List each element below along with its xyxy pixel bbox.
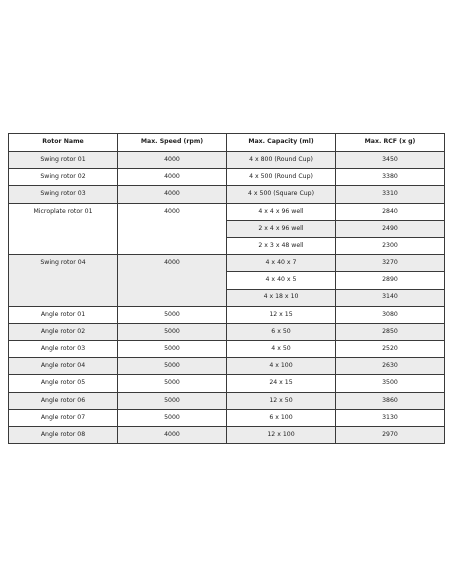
capacity-cell: 4 x 40 x 7 — [227, 255, 336, 272]
rcf-cell: 2520 — [336, 341, 445, 358]
rcf-cell: 3270 — [336, 255, 445, 272]
table-row — [9, 203, 445, 220]
table-row — [9, 186, 445, 203]
rotor-name-cell: Swing rotor 04 — [9, 255, 118, 307]
rcf-cell: 2840 — [336, 203, 445, 220]
table-row — [9, 341, 445, 358]
capacity-cell: 12 x 50 — [227, 392, 336, 409]
speed-cell: 5000 — [118, 409, 227, 426]
capacity-cell: 4 x 18 x 10 — [227, 289, 336, 306]
capacity-cell: 6 x 50 — [227, 323, 336, 340]
speed-cell: 5000 — [118, 392, 227, 409]
rcf-cell: 2970 — [336, 427, 445, 444]
speed-cell: 4000 — [118, 152, 227, 169]
rotor-name-cell: Microplate rotor 01 — [9, 203, 118, 255]
rotor-name-cell: Angle rotor 02 — [9, 323, 118, 340]
capacity-cell: 4 x 50 — [227, 341, 336, 358]
table-row — [9, 375, 445, 392]
capacity-cell: 12 x 15 — [227, 306, 336, 323]
table-row — [9, 409, 445, 426]
capacity-cell: 12 x 100 — [227, 427, 336, 444]
rcf-cell: 3380 — [336, 169, 445, 186]
rotor-spec-table — [8, 133, 445, 444]
rotor-name-cell: Swing rotor 01 — [9, 152, 118, 169]
rotor-name-cell: Swing rotor 02 — [9, 169, 118, 186]
rotor-name-cell: Angle rotor 03 — [9, 341, 118, 358]
rotor-name-cell: Angle rotor 06 — [9, 392, 118, 409]
capacity-cell: 4 x 100 — [227, 358, 336, 375]
table-row — [9, 323, 445, 340]
rotor-name-cell: Angle rotor 04 — [9, 358, 118, 375]
rcf-cell: 2490 — [336, 220, 445, 237]
capacity-cell: 24 x 15 — [227, 375, 336, 392]
rcf-cell: 3140 — [336, 289, 445, 306]
table-row — [9, 152, 445, 169]
rcf-cell: 3310 — [336, 186, 445, 203]
capacity-cell: 4 x 500 (Round Cup) — [227, 169, 336, 186]
capacity-cell: 2 x 3 x 48 well — [227, 237, 336, 254]
speed-cell: 5000 — [118, 358, 227, 375]
speed-cell: 5000 — [118, 341, 227, 358]
rcf-cell: 3860 — [336, 392, 445, 409]
speed-cell: 4000 — [118, 186, 227, 203]
rotor-name-cell: Angle rotor 08 — [9, 427, 118, 444]
rotor-name-cell: Angle rotor 05 — [9, 375, 118, 392]
table-header-row — [9, 134, 445, 152]
table-row — [9, 169, 445, 186]
table-row — [9, 255, 445, 272]
table-row — [9, 427, 445, 444]
capacity-cell: 4 x 500 (Square Cup) — [227, 186, 336, 203]
speed-cell: 4000 — [118, 255, 227, 307]
speed-cell: 4000 — [118, 203, 227, 255]
rcf-cell: 2850 — [336, 323, 445, 340]
capacity-cell: 6 x 100 — [227, 409, 336, 426]
speed-cell: 5000 — [118, 375, 227, 392]
header-max-rcf: Max. RCF (x g) — [336, 134, 445, 152]
rcf-cell: 2630 — [336, 358, 445, 375]
capacity-cell: 4 x 4 x 96 well — [227, 203, 336, 220]
rcf-cell: 3500 — [336, 375, 445, 392]
header-rotor-name: Rotor Name — [9, 134, 118, 152]
rotor-name-cell: Angle rotor 07 — [9, 409, 118, 426]
speed-cell: 5000 — [118, 306, 227, 323]
rcf-cell: 2300 — [336, 237, 445, 254]
capacity-cell: 2 x 4 x 96 well — [227, 220, 336, 237]
speed-cell: 4000 — [118, 169, 227, 186]
rcf-cell: 3450 — [336, 152, 445, 169]
header-max-capacity: Max. Capacity (ml) — [227, 134, 336, 152]
speed-cell: 5000 — [118, 323, 227, 340]
header-max-speed: Max. Speed (rpm) — [118, 134, 227, 152]
rcf-cell: 2890 — [336, 272, 445, 289]
speed-cell: 4000 — [118, 427, 227, 444]
rcf-cell: 3130 — [336, 409, 445, 426]
rcf-cell: 3080 — [336, 306, 445, 323]
rotor-name-cell: Swing rotor 03 — [9, 186, 118, 203]
rotor-name-cell: Angle rotor 01 — [9, 306, 118, 323]
table-row — [9, 306, 445, 323]
table-row — [9, 392, 445, 409]
capacity-cell: 4 x 40 x 5 — [227, 272, 336, 289]
table-row — [9, 358, 445, 375]
capacity-cell: 4 x 800 (Round Cup) — [227, 152, 336, 169]
